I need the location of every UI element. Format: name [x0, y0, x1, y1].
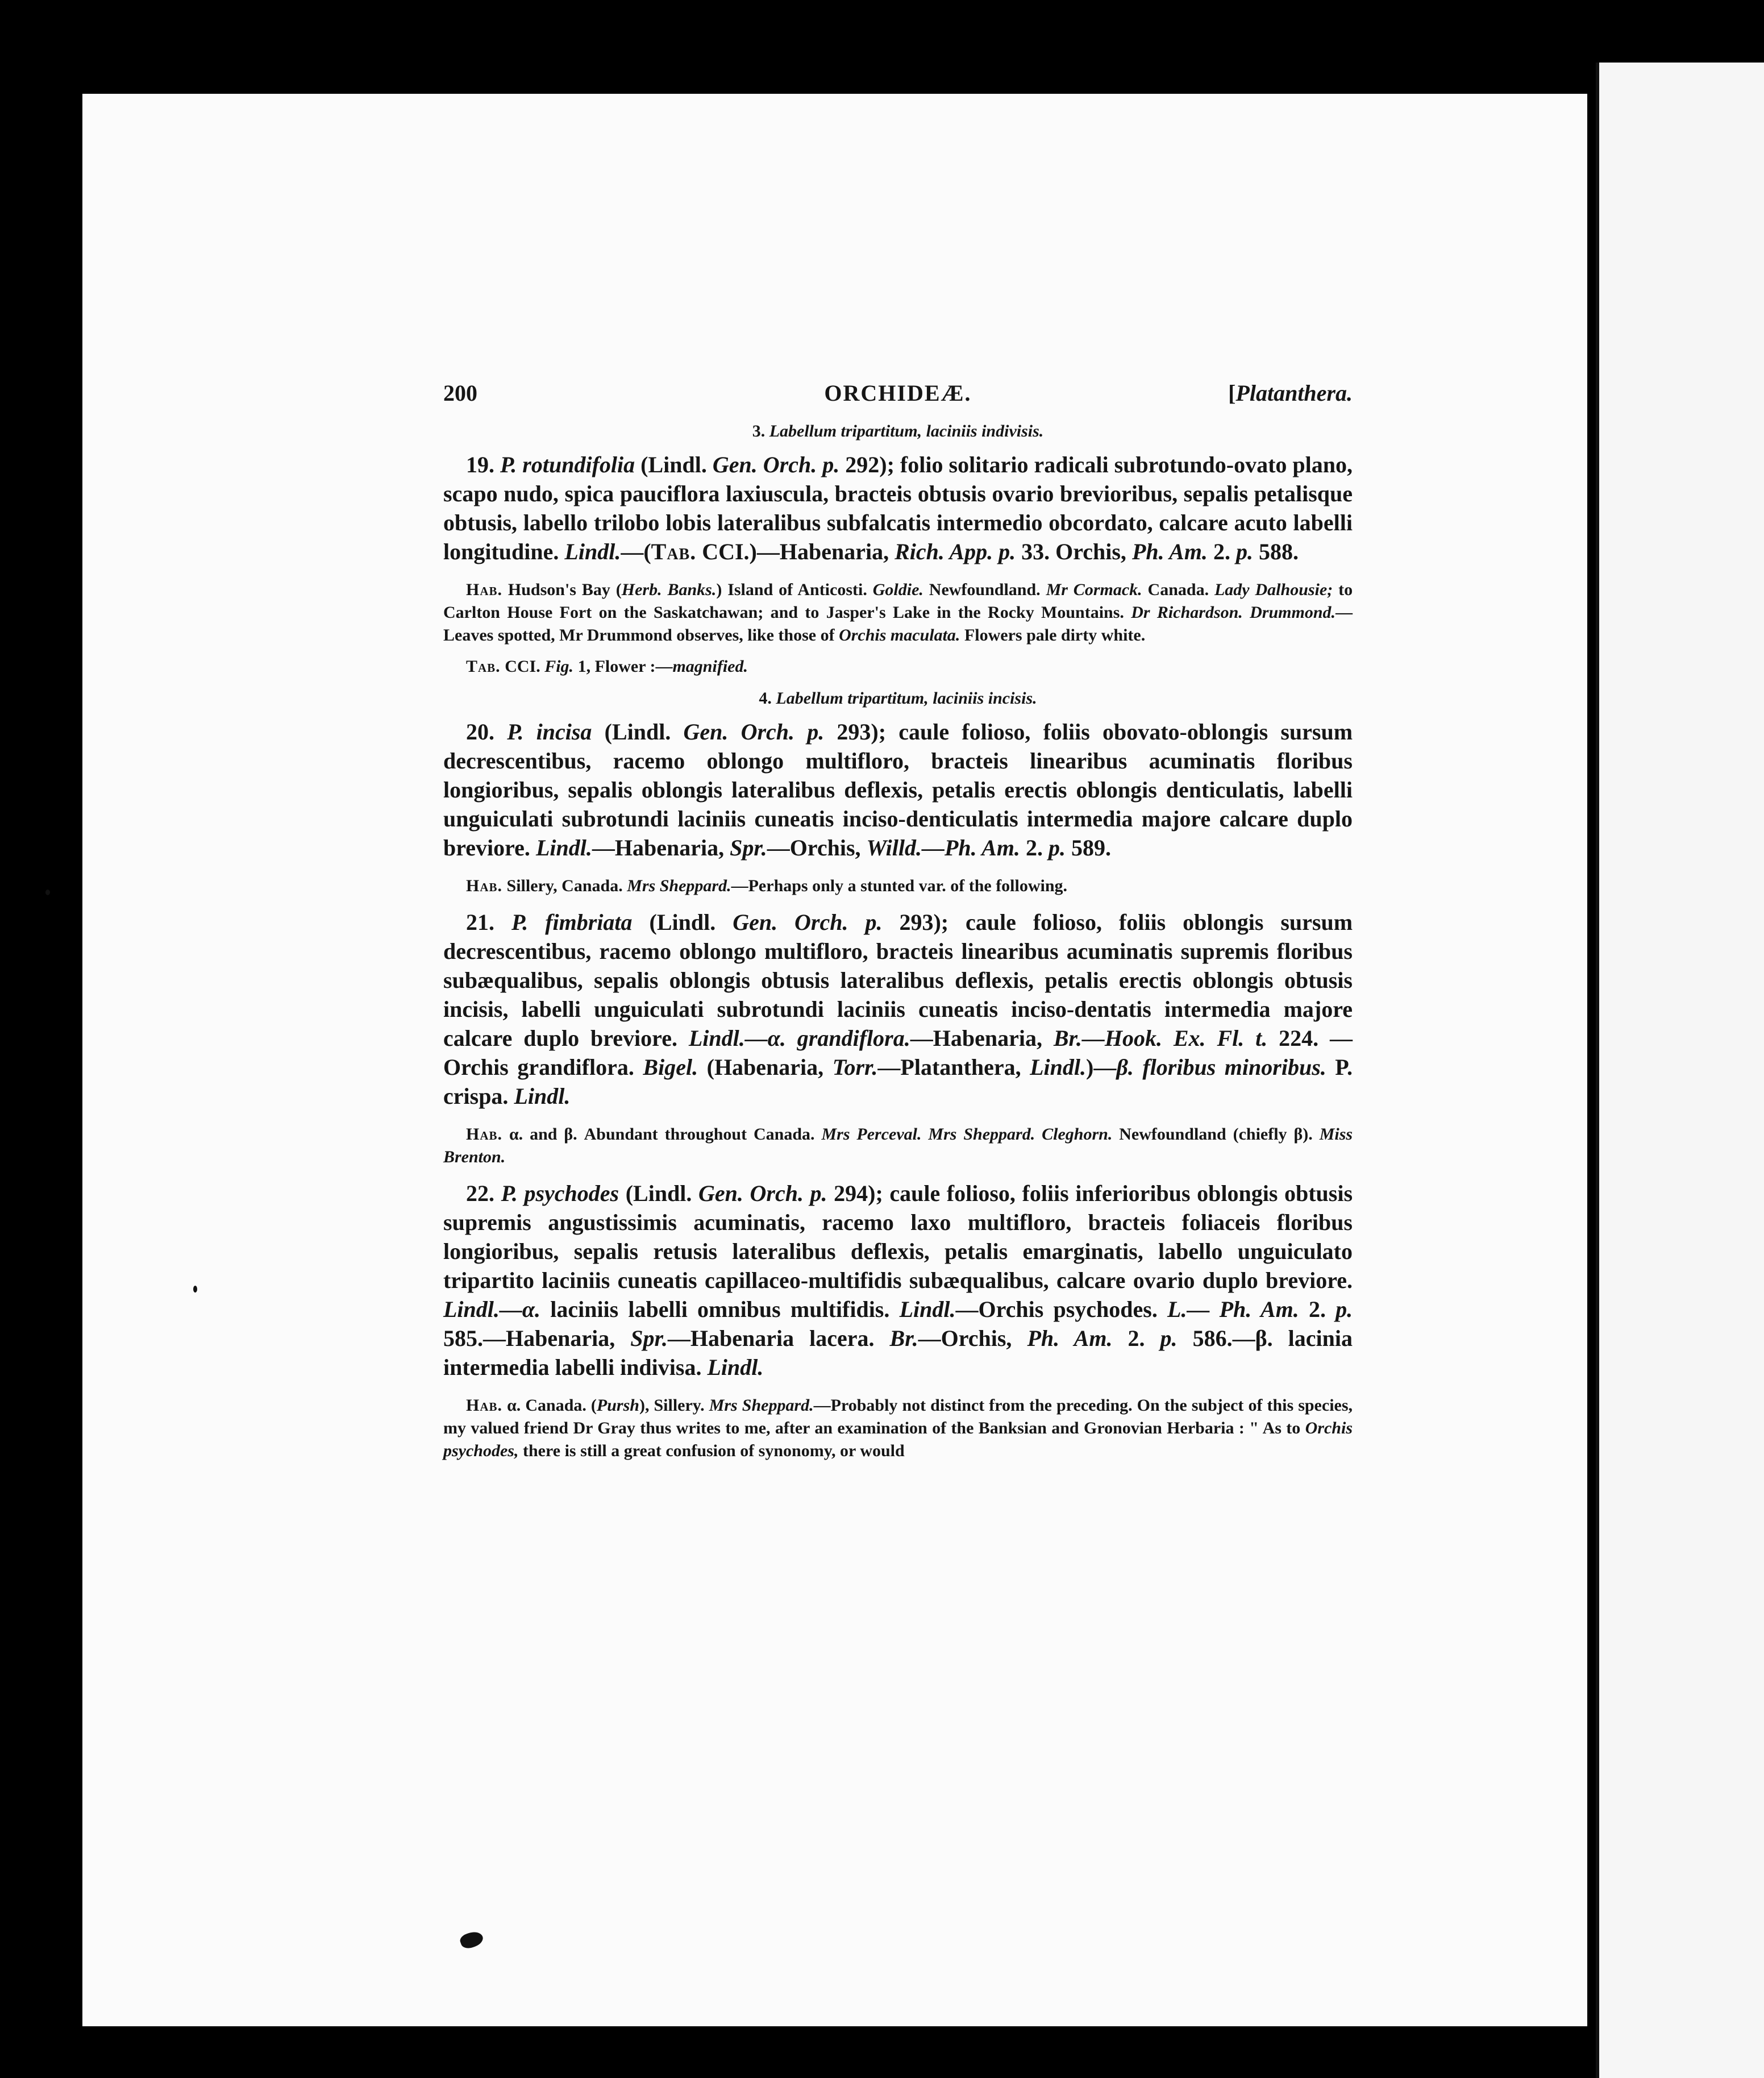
hab-text: Miss Brenton.	[443, 1125, 1353, 1166]
fig-text: magnified.	[672, 657, 748, 676]
entry-text: (Lindl.	[625, 1181, 692, 1206]
section-number: 4.	[759, 689, 772, 708]
entry-text: 586.—β. lacinia intermedia labelli indivisa.	[443, 1325, 1353, 1380]
entry-text: 22.	[466, 1181, 494, 1206]
page-text-block	[443, 380, 1353, 1473]
entry-text: 585.—Habenaria,	[443, 1325, 615, 1351]
hab-text: there is still a great confusion of synonomy, or would	[522, 1441, 905, 1460]
entry-text: 2.	[1128, 1325, 1145, 1351]
entry-text: Spr.	[630, 1325, 668, 1351]
hab-text: Hudson's Bay (	[507, 580, 622, 599]
entry-text: —Orchis,	[767, 835, 861, 861]
entry-text: 294); caule folioso, foliis inferioribus oblongis obtusis supremis angustissimis acuminatis, racemo laxo multifloro, bracteis foliaceis floribus longioribus, sepalis retusis lateralibus deflexis, petalis emarginatis, labello unguiculato tripartito laciniis cuneatis capillaceo-multifidis subæqualibus, calcare ovario duplo breviore.	[443, 1181, 1353, 1293]
hab-text: Canada.	[1147, 580, 1209, 599]
entry-text: Gen. Orch. p.	[733, 909, 883, 935]
running-header	[443, 380, 1353, 414]
entry-text: Gen. Orch. p.	[683, 719, 825, 745]
next-page-edge	[1596, 63, 1764, 2078]
entry-text: (Lindl.	[640, 452, 707, 477]
entry-text: (Lindl.	[649, 909, 716, 935]
entry-text: laciniis labelli omnibus multifidis.	[550, 1296, 890, 1322]
section-heading-3	[443, 422, 1353, 441]
section-title: Labellum tripartitum, laciniis indivisis.	[769, 422, 1044, 440]
fig-label: Fig.	[544, 657, 574, 676]
entry-text: Br.—Hook. Ex. Fl. t.	[1053, 1025, 1268, 1051]
entry-text: Rich. App. p.	[895, 539, 1016, 564]
hab-label: Hab.	[466, 876, 503, 895]
habitat-note-19	[443, 579, 1353, 647]
entry-text: p.	[1336, 1296, 1353, 1322]
entry-text: Torr.	[832, 1054, 878, 1080]
species-entry-20	[443, 717, 1353, 862]
entry-text: Willd.—Ph. Am.	[866, 835, 1020, 861]
entry-text: β. floribus minoribus.	[1116, 1054, 1326, 1080]
entry-text: Lindl.	[514, 1083, 571, 1109]
hab-text: Dr Richardson. Drummond.	[1131, 603, 1336, 622]
entry-text: —(	[621, 539, 651, 564]
entry-text: Lindl.	[899, 1296, 956, 1322]
hab-text: α. Canada. (	[507, 1396, 597, 1415]
entry-text: —Orchis psychodes.	[955, 1296, 1158, 1322]
species-name: P. rotundifolia	[500, 452, 635, 477]
habitat-note-20	[443, 875, 1353, 897]
entry-text: Lindl.	[707, 1354, 764, 1380]
hab-text: Herb. Banks.	[621, 580, 717, 599]
entry-text: p.	[1048, 835, 1066, 861]
hab-label: Hab.	[466, 1396, 503, 1415]
hab-text: Lady Dalhousie;	[1214, 580, 1333, 599]
habitat-note-22	[443, 1394, 1353, 1462]
entry-text: Lindl.—α.	[443, 1296, 541, 1322]
running-genus	[1228, 380, 1353, 406]
entry-text: (Habenaria,	[706, 1054, 824, 1080]
species-name: P. psychodes	[501, 1181, 619, 1206]
hab-text: α. and β. Abundant throughout Canada.	[509, 1125, 815, 1144]
plate-reference	[466, 657, 1353, 676]
hab-text: ) Island of Anticosti.	[716, 580, 867, 599]
entry-text: 293); caule folioso, foliis obovato-oblongis sursum decrescentibus, racemo oblongo multifloro, bracteis linearibus acuminatis floribus longioribus, sepalis oblongis lateralibus deflexis, petalis erectis oblongis denticulatis, labelli unguiculati subrotundi laciniis cuneatis inciso-denticulatis intermedia majore calcare duplo breviore.	[443, 719, 1353, 861]
hab-text: ), Sillery.	[639, 1396, 705, 1415]
book-page	[82, 94, 1587, 2026]
entry-text: 2.	[1025, 835, 1043, 861]
species-entry-19	[443, 450, 1353, 566]
entry-text: 19.	[466, 452, 494, 477]
hab-text: Orchis psychodes,	[443, 1419, 1353, 1460]
running-genus-bracket: [	[1228, 380, 1236, 406]
section-number: 3.	[752, 422, 765, 440]
entry-text: 21.	[466, 909, 494, 935]
section-heading-4	[443, 689, 1353, 708]
entry-text: Ph. Am.	[1131, 539, 1208, 564]
entry-text: Gen. Orch. p.	[712, 452, 840, 477]
entry-text: 2.	[1308, 1296, 1326, 1322]
hab-text: Newfoundland (chiefly β).	[1119, 1125, 1313, 1144]
margin-speck	[193, 1286, 197, 1292]
hab-label: Hab.	[466, 580, 503, 599]
hab-text: Newfoundland.	[929, 580, 1041, 599]
entry-text: —Orchis,	[918, 1325, 1012, 1351]
hab-text: Goldie.	[872, 580, 923, 599]
page-number: 200	[443, 380, 477, 406]
entry-text: Tab.	[651, 539, 697, 564]
entry-text: CCI.)—Habenaria,	[702, 539, 889, 564]
hab-text: —Probably not distinct from the preceding. On the subject of this species, my valued friend Dr Gray thus writes to me, after an examination of the Banksian and Gronovian Herbaria : " As to	[443, 1396, 1353, 1437]
hab-text: to Carlton House Fort on the Saskatchawan; and to Jasper's Lake in the Rocky Mountains.	[443, 580, 1353, 622]
hab-text: Mrs Sheppard.	[627, 876, 731, 895]
entry-text: (Lindl.	[604, 719, 671, 745]
entry-text: —Habenaria,	[910, 1025, 1042, 1051]
fig-text: 1, Flower :—	[577, 657, 673, 676]
entry-text: 293); caule folioso, foliis oblongis sursum decrescentibus, racemo oblongo multifloro, bracteis linearibus acuminatis supremis floribus subæqualibus, sepalis oblongis obtusis lateralibus deflexis, petalis erectis oblongis obtusis incisis, labelli unguiculati subrotundi laciniis cuneatis inciso-dentatis intermedia majore calcare duplo breviore.	[443, 909, 1353, 1051]
entry-text: )—	[1086, 1054, 1117, 1080]
entry-text: —Habenaria,	[592, 835, 725, 861]
entry-text: 588.	[1258, 539, 1299, 564]
entry-text: Lindl.	[1030, 1054, 1087, 1080]
plate-label: Tab.	[466, 657, 501, 676]
hab-text: Mrs Sheppard.	[709, 1396, 814, 1415]
entry-text: Spr.	[730, 835, 767, 861]
entry-text: Lindl.	[535, 835, 592, 861]
habitat-note-21	[443, 1123, 1353, 1169]
hab-text: —Perhaps only a stunted var. of the following.	[731, 876, 1068, 895]
species-name: P. incisa	[507, 719, 592, 745]
section-title: Labellum tripartitum, laciniis incisis.	[776, 689, 1037, 708]
entry-text: 292); folio solitario radicali subrotundo-ovato plano, scapo nudo, spica pauciflora laxiuscula, bracteis obtusis ovario brevioribus, sepalis petalisque obtusis, labello trilobo lobis lateralibus subfalcatis intermedio obcordato, calcare acuto labelli longitudine.	[443, 452, 1353, 564]
species-entry-21	[443, 908, 1353, 1111]
hab-text: Mr Cormack.	[1046, 580, 1142, 599]
margin-speck	[45, 890, 50, 895]
running-title: ORCHIDEÆ.	[824, 380, 972, 406]
entry-text: P. crispa.	[443, 1054, 1353, 1109]
entry-text: Ph. Am.	[1027, 1325, 1113, 1351]
entry-text: Lindl.—α. grandiflora.	[688, 1025, 910, 1051]
entry-text: 589.	[1071, 835, 1111, 861]
hab-text: —Leaves spotted, Mr Drummond observes, like those of	[443, 603, 1353, 645]
entry-text: 2.	[1213, 539, 1230, 564]
hab-text: Sillery, Canada.	[506, 876, 623, 895]
entry-text: L.— Ph. Am.	[1167, 1296, 1299, 1322]
hab-text: Orchis maculata.	[839, 626, 960, 645]
entry-text: Lindl.	[564, 539, 621, 564]
entry-text: p.	[1235, 539, 1253, 564]
hab-text: Pursh	[596, 1396, 639, 1415]
plate-number: CCI.	[505, 657, 540, 676]
hab-text: Flowers pale dirty white.	[964, 626, 1146, 645]
entry-text: —Platanthera,	[877, 1054, 1021, 1080]
entry-text: Bigel.	[643, 1054, 698, 1080]
entry-text: 224. —Orchis grandiflora.	[443, 1025, 1353, 1080]
species-name: P. fimbriata	[511, 909, 633, 935]
entry-text: Br.	[889, 1325, 918, 1351]
entry-text: Gen. Orch. p.	[698, 1181, 827, 1206]
entry-text: p.	[1160, 1325, 1178, 1351]
entry-text: 33. Orchis,	[1021, 539, 1126, 564]
hab-text: Mrs Perceval. Mrs Sheppard. Cleghorn.	[821, 1125, 1113, 1144]
running-genus-name: Platanthera.	[1235, 380, 1353, 406]
hab-label: Hab.	[466, 1125, 503, 1144]
entry-text: —Habenaria lacera.	[667, 1325, 875, 1351]
entry-text: 20.	[466, 719, 494, 745]
species-entry-22	[443, 1179, 1353, 1382]
